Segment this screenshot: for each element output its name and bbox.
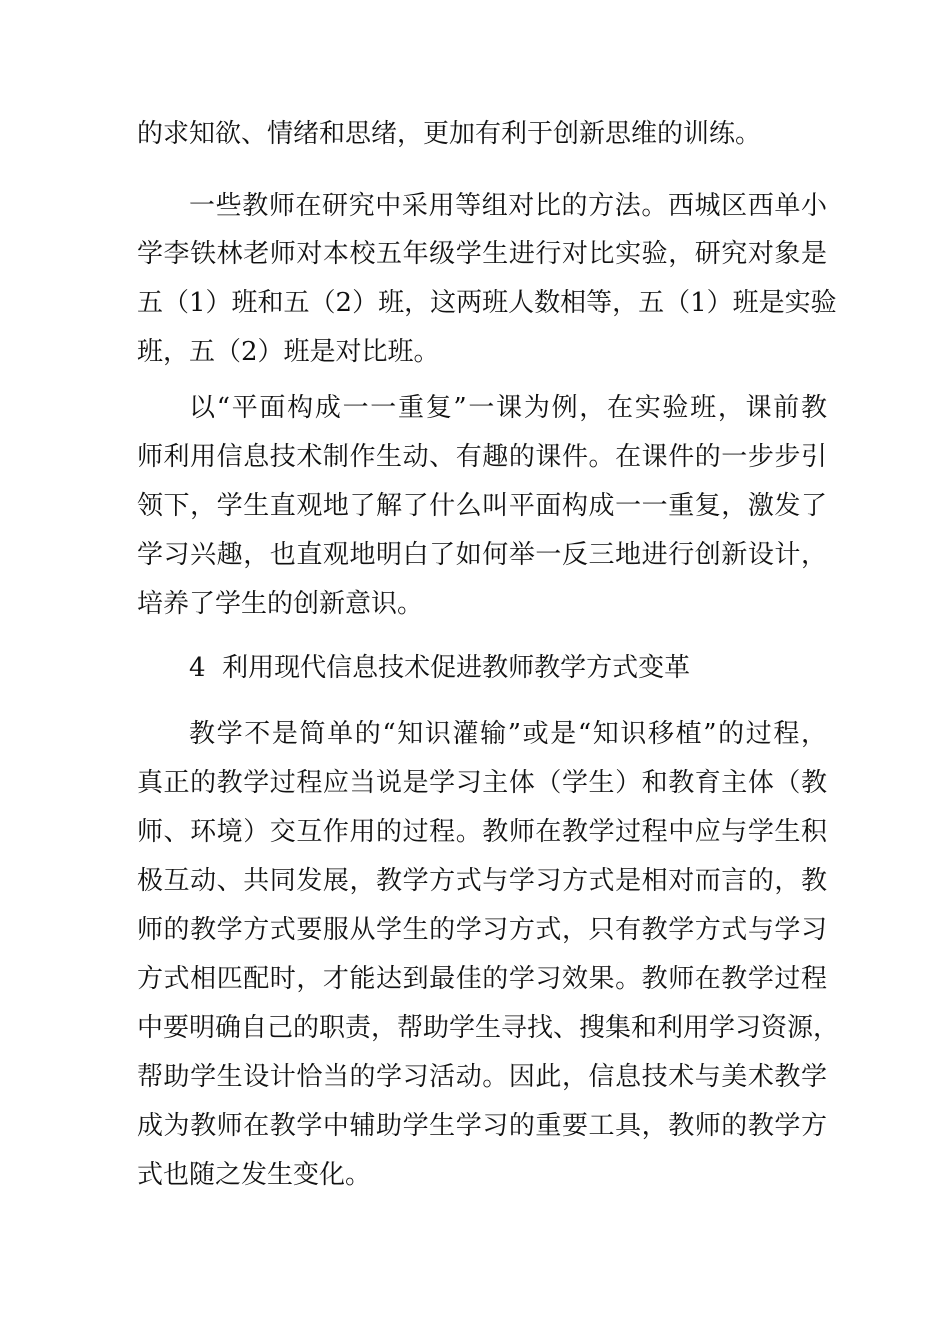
paragraph-teaching-line: 师的教学方式要服从学生的学习方式，只有教学方式与学习 [137,915,827,945]
section-heading: 4 利用现代信息技术促进教师教学方式变革 [189,653,691,683]
paragraph-comparison-line: 五（1）班和五（2）班，这两班人数相等，五（1）班是实验 [137,288,837,318]
paragraph-comparison-line: 学李铁林老师对本校五年级学生进行对比实验，研究对象是 [137,239,827,269]
paragraph-example-line: 以“平面构成一一重复”一课为例，在实验班，课前教 [189,393,827,423]
paragraph-teaching-line: 真正的教学过程应当说是学习主体（学生）和教育主体（教 [137,768,827,798]
paragraph-teaching-line: 成为教师在教学中辅助学生学习的重要工具，教师的教学方 [137,1111,827,1141]
paragraph-continued-line: 的求知欲、情绪和思绪，更加有利于创新思维的训练。 [137,119,762,149]
paragraph-teaching-line: 中要明确自己的职责，帮助学生寻找、搜集和利用学习资源， [137,1013,840,1043]
paragraph-teaching-line: 式也随之发生变化。 [137,1160,372,1190]
paragraph-example-line: 领下，学生直观地了解了什么叫平面构成一一重复，激发了 [137,491,827,521]
paragraph-teaching-line: 师、环境）交互作用的过程。教师在教学过程中应与学生积 [137,817,827,847]
paragraph-teaching-line: 极互动、共同发展，教学方式与学习方式是相对而言的，教 [137,866,827,896]
paragraph-teaching-line: 方式相匹配时，才能达到最佳的学习效果。教师在教学过程 [137,964,827,994]
paragraph-comparison-line: 一些教师在研究中采用等组对比的方法。西城区西单小 [189,191,827,221]
paragraph-teaching-line: 帮助学生设计恰当的学习活动。因此，信息技术与美术教学 [137,1062,827,1092]
paragraph-example-line: 学习兴趣，也直观地明白了如何举一反三地进行创新设计， [137,540,827,570]
paragraph-example-line: 师利用信息技术制作生动、有趣的课件。在课件的一步步引 [137,442,827,472]
paragraph-example-line: 培养了学生的创新意识。 [137,589,424,619]
paragraph-teaching-line: 教学不是简单的“知识灌输”或是“知识移植”的过程， [189,719,827,749]
paragraph-comparison-line: 班，五（2）班是对比班。 [137,337,440,367]
